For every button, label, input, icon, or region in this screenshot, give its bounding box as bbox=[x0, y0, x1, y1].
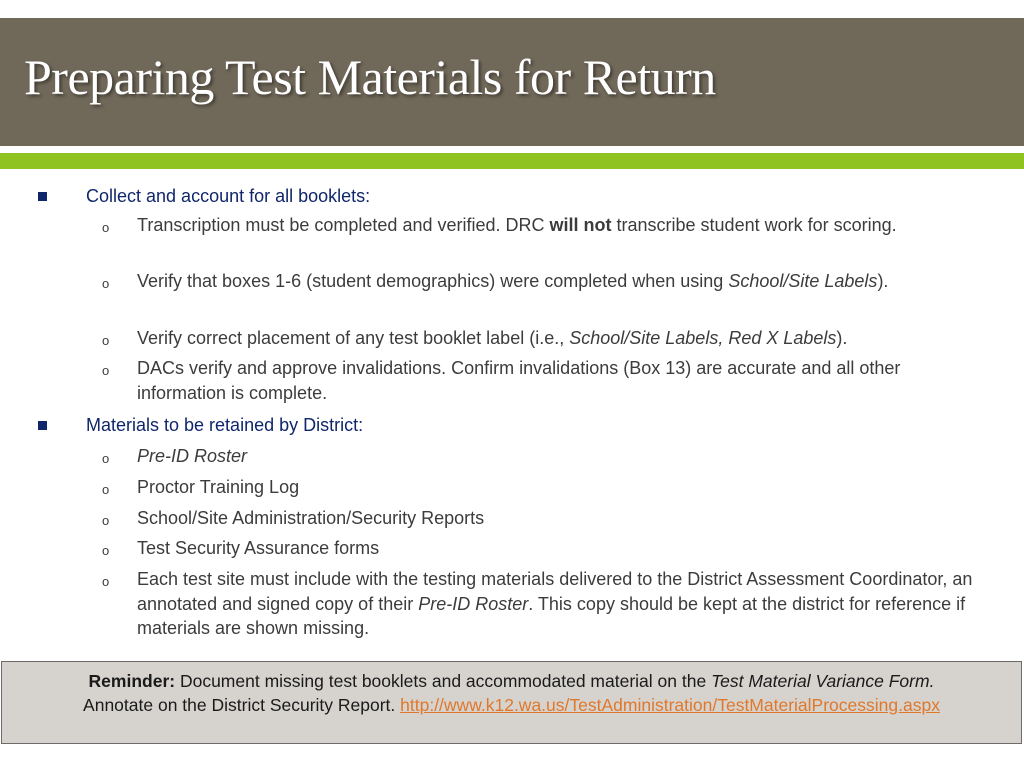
reminder-text: Document missing test booklets and accommodated material on the bbox=[175, 671, 712, 691]
item-verify-placement-italic: School/Site Labels, Red X Labels bbox=[569, 328, 837, 348]
reminder-form-name: Test Material Variance Form. bbox=[711, 671, 935, 691]
reminder-line-1 bbox=[2, 669, 1021, 693]
bullet-materials-retained bbox=[86, 413, 363, 437]
reminder-line-2 bbox=[2, 693, 1021, 717]
accent-bar bbox=[0, 153, 1024, 169]
reminder-box bbox=[1, 661, 1022, 744]
item-each-site-text-end: . This copy should be kept at the district for reference if materials are shown missing. bbox=[137, 593, 966, 638]
item-preid-roster-text: Pre-ID Roster bbox=[137, 446, 248, 466]
circle-bullet-icon: o bbox=[102, 363, 110, 378]
item-verify-placement bbox=[102, 326, 987, 351]
item-assurance-forms bbox=[102, 536, 987, 561]
square-bullet-icon bbox=[38, 421, 47, 430]
circle-bullet-icon: o bbox=[102, 333, 110, 348]
item-assurance-forms-text: Test Security Assurance forms bbox=[137, 538, 380, 558]
item-invalidations bbox=[102, 356, 987, 405]
item-transcription-text: Transcription must be completed and verified. DRC bbox=[137, 215, 550, 235]
item-verify-boxes-text: Verify that boxes 1-6 (student demographics) were completed when using bbox=[137, 271, 729, 291]
item-transcription-text-end: transcribe student work for scoring. bbox=[611, 215, 897, 235]
bullet-collect-booklets bbox=[86, 184, 370, 208]
title-bar bbox=[0, 18, 1024, 146]
item-transcription-bold: will not bbox=[549, 215, 612, 235]
square-bullet-icon bbox=[38, 192, 47, 201]
circle-bullet-icon: o bbox=[102, 574, 110, 589]
item-verify-placement-text: Verify correct placement of any test booklet label (i.e., bbox=[137, 328, 570, 348]
item-admin-reports bbox=[102, 506, 987, 531]
slide-title: Preparing Test Materials for Return bbox=[24, 49, 716, 105]
item-verify-boxes-text-end: ). bbox=[877, 271, 889, 291]
circle-bullet-icon: o bbox=[102, 482, 110, 497]
item-verify-placement-text-end: ). bbox=[836, 328, 848, 348]
circle-bullet-icon: o bbox=[102, 276, 110, 291]
item-preid-roster bbox=[102, 444, 987, 469]
circle-bullet-icon: o bbox=[102, 451, 110, 466]
item-each-site-text: Each test site must include with the testing materials delivered to the District Assessment Coordinator, an annotated and signed copy of their bbox=[137, 569, 973, 614]
circle-bullet-icon: o bbox=[102, 543, 110, 558]
test-material-processing-link[interactable]: http://www.k12.wa.us/TestAdministration/TestMaterialProcessing.aspx bbox=[400, 695, 940, 715]
item-proctor-log bbox=[102, 475, 987, 500]
item-admin-reports-text: School/Site Administration/Security Reports bbox=[137, 508, 485, 528]
item-invalidations-text: DACs verify and approve invalidations. Confirm invalidations (Box 13) are accurate and all other information is complete. bbox=[137, 358, 901, 403]
item-verify-boxes bbox=[102, 269, 987, 294]
item-proctor-log-text: Proctor Training Log bbox=[137, 477, 300, 497]
circle-bullet-icon: o bbox=[102, 513, 110, 528]
reminder-label: Reminder: bbox=[88, 671, 176, 691]
bullet-materials-retained-text: Materials to be retained by District: bbox=[86, 415, 364, 435]
circle-bullet-icon: o bbox=[102, 220, 110, 235]
item-verify-boxes-italic: School/Site Labels bbox=[728, 271, 878, 291]
reminder-text-2: Annotate on the District Security Report. bbox=[83, 695, 401, 715]
item-each-site-italic: Pre-ID Roster bbox=[418, 593, 529, 614]
item-each-site bbox=[102, 567, 987, 641]
bullet-collect-booklets-text: Collect and account for all booklets: bbox=[86, 186, 371, 206]
item-transcription bbox=[102, 213, 987, 238]
